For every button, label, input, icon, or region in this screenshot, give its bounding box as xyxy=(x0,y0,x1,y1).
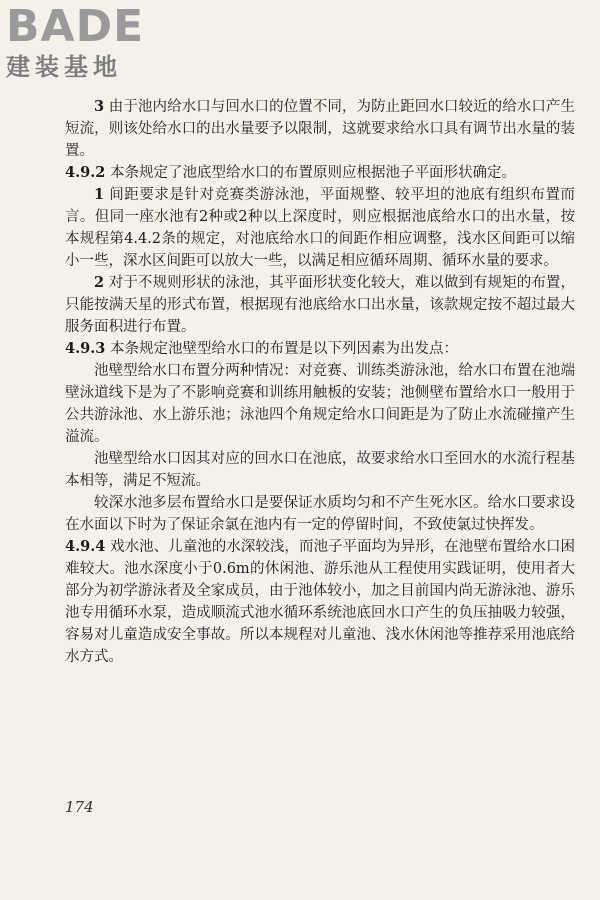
paragraph: 2 对于不规则形状的泳池，其平面形状变化较大，难以做到有规矩的布置，只能按满天星的形式布置，根据现有池底给水口出水量，该款规定按不超过最大服务面积进行布置。 xyxy=(65,274,576,335)
paragraph: 较深水池多层布置给水口是要保证水质均匀和不产生死水区。给水口要求设在水面以下时为了保证余氯在池内有一定的停留时间，不致使氯过快挥发。 xyxy=(65,495,575,533)
document-body xyxy=(65,96,575,668)
section-paragraph: 4.9.4 戏水池、儿童池的水深较浅，而池子平面均为异形，在池壁布置给水口困难较大。池水深度小于0.6m的休闲池、游乐池从工程使用实践证明，使用者大部分为初学游泳者及全家成员，由于池体较小，加之目前国内尚无游泳池、游乐池专用循环水泵，造成顺流式池水循环系统池底回水口产生的负压抽吸力较强，容易对儿童造成安全事故。所以本规程对儿童池、浅水休闲池等推荐采用池底给水方式。 xyxy=(65,538,576,665)
paragraph: 1 间距要求是针对竞赛类游泳池，平面规整、较平坦的池底有组织布置而言。但同一座水池有2种或2种以上深度时，则应根据池底给水口的出水量，按本规程第4.4.2条的规定，对池底给水口的间距作相应调整，浅水区间距可以缩小一些，深水区间距可以放大一些，以满足相应循环周期、循环水量的要求。 xyxy=(65,186,576,269)
section-paragraph: 4.9.2 本条规定了池底型给水口的布置原则应根据池子平面形状确定。 xyxy=(65,164,516,181)
logo-subtitle: 建装基地 xyxy=(6,53,122,81)
paragraph: 池壁型给水口布置分两种情况：对竞赛、训练类游泳池，给水口布置在池端壁泳道线下是为了不影响竞赛和训练用触板的安装；池侧壁布置给水口一般用于公共游泳池、水上游乐池；泳池四个角规定给水口间距是为了防止水流碰撞产生溢流。 xyxy=(65,363,575,445)
logo-wordmark: BADE xyxy=(6,1,145,52)
bade-logo xyxy=(6,1,186,88)
section-paragraph: 4.9.3 本条规定池壁型给水口的布置是以下列因素为出发点： xyxy=(65,340,458,357)
paragraph: 池壁型给水口因其对应的回水口在池底，故要求给水口至回水的水流行程基本相等，满足不短流。 xyxy=(65,451,575,489)
page-number: 174 xyxy=(65,798,94,816)
paragraph: 3 由于池内给水口与回水口的位置不同，为防止距回水口较近的给水口产生短流，则该处给水口的出水量要予以限制，这就要求给水口具有调节出水量的装置。 xyxy=(65,98,576,159)
